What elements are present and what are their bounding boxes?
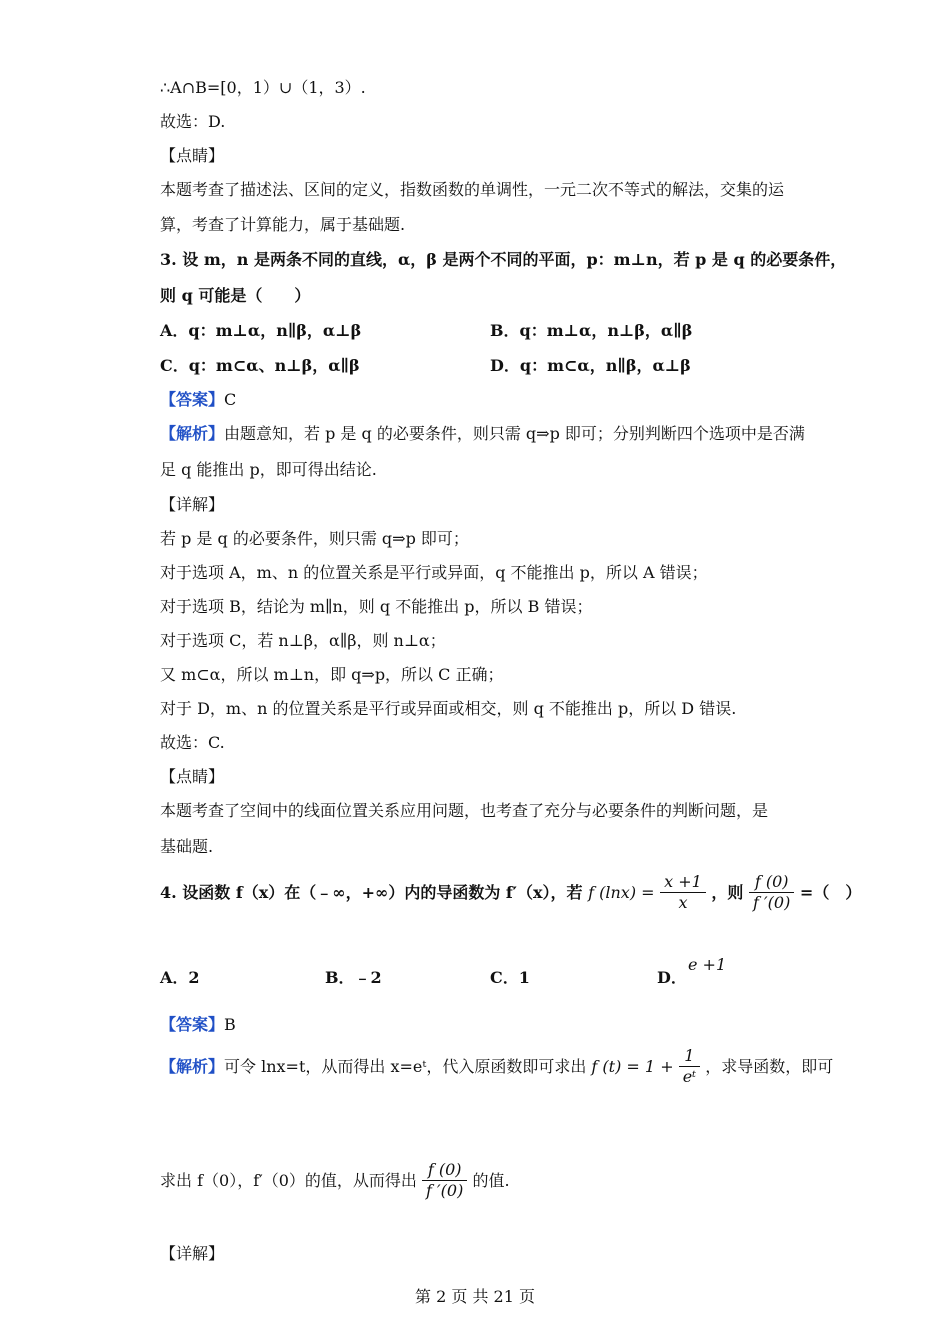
text-line: 故选：D. [160,112,226,131]
analysis-text: 求出 f（0），f′（0）的值，从而得出 [160,1170,417,1190]
q4-fraction-den: x [660,892,706,913]
detail-line: 故选：C. [160,733,225,752]
text-line: 算，考查了计算能力，属于基础题. [160,215,406,234]
answer-value: C [224,390,237,409]
jx4-lhs: f (t) = 1 + [591,1056,674,1076]
answer-line [160,1015,236,1035]
detail-line: 对于选项 B，结论为 m∥n，则 q 不能推出 p，所以 B 错误； [160,597,593,616]
text-line: 本题考查了描述法、区间的定义，指数函数的单调性，一元二次不等式的解法，交集的运 [160,180,785,199]
option-c: C．1 [490,968,530,987]
section-tag: 【详解】 [160,495,225,514]
question-4-stem [160,872,861,913]
option-b: B．q：m⊥α，n⊥β，α∥β [490,321,693,340]
text-line: 本题考查了空间中的线面位置关系应用问题，也考查了充分与必要条件的判断问题，是 [160,801,769,820]
section-tag: 【点睛】 [160,767,225,786]
analysis-line [160,1046,833,1087]
section-tag: 【详解】 [160,1244,225,1263]
question-3-stem: 则 q 可能是（ ） [160,286,311,305]
jx4-fraction [679,1046,700,1087]
answer-tag: 【答案】 [160,1015,225,1034]
text-line: 基础题. [160,837,214,856]
jx4-ratio [422,1160,467,1201]
q4-ratio-num: f (0) [754,872,789,891]
detail-line: 对于 D，m、n 的位置关系是平行或异面或相交，则 q 不能推出 p，所以 D 错误. [160,699,737,718]
jx4-fraction-den: eᵗ [679,1066,700,1087]
option-d: D．q：m⊂α，n∥β，α⊥β [490,356,691,375]
option-b: B．﹣2 [325,968,382,987]
q4-text: =（ ） [799,882,862,902]
detail-line: 对于选项 C，若 n⊥β，α∥β，则 n⊥α； [160,631,446,650]
section-tag: 【点睛】 [160,146,225,165]
analysis-text: 足 q 能推出 p，即可得出结论. [160,460,377,479]
detail-line: 对于选项 A，m、n 的位置关系是平行或异面，q 不能推出 p，所以 A 错误； [160,563,708,582]
analysis-tag: 【解析】 [160,424,225,443]
q4-fraction [660,872,706,913]
analysis-text: 由题意知，若 p 是 q 的必要条件，则只需 q⇒p 即可；分别判断四个选项中是否满 [224,424,805,443]
answer-tag: 【答案】 [160,390,225,409]
analysis-text: 可令 lnx=t，从而得出 x=eᵗ，代入原函数即可求出 [224,1056,587,1076]
text-line: ∴A∩B=[0，1）∪（1，3）. [160,78,366,97]
option-d-expression: e +1 [688,955,727,974]
option-c: C．q：m⊂α、n⊥β，α∥β [160,356,360,375]
q4-fraction-num: x +1 [664,872,702,891]
analysis-tag: 【解析】 [160,1056,225,1076]
jx4-ratio-den: f ′(0) [422,1180,467,1201]
jx4-ratio-num: f (0) [427,1160,462,1179]
option-d: D． [657,968,687,987]
answer-value: B [224,1015,236,1034]
q4-text: 4. 设函数 f（x）在（﹣∞，+∞）内的导函数为 f′（x），若 [160,882,583,902]
analysis-text: 的值. [472,1170,510,1190]
option-a: A．2 [160,968,200,987]
detail-line: 又 m⊂α，所以 m⊥n，即 q⇒p，所以 C 正确； [160,665,504,684]
answer-line [160,390,236,410]
q4-text: ，则 [711,882,744,902]
jx4-fraction-num: 1 [684,1046,695,1065]
q4-ratio-den: f ′(0) [749,892,794,913]
q4-ratio [749,872,794,913]
detail-line: 若 p 是 q 的必要条件，则只需 q⇒p 即可； [160,529,469,548]
q4-lhs: f (lnx) = [588,882,655,902]
option-a: A．q：m⊥α，n∥β，α⊥β [160,321,362,340]
analysis-line [160,424,805,444]
analysis-line [160,1160,510,1201]
page-footer: 第 2 页 共 21 页 [415,1287,535,1306]
analysis-text: ，求导函数，即可 [705,1056,834,1076]
question-3-stem: 3. 设 m，n 是两条不同的直线，α，β 是两个不同的平面，p：m⊥n，若 p 是 q 的必要条件， [160,250,847,269]
